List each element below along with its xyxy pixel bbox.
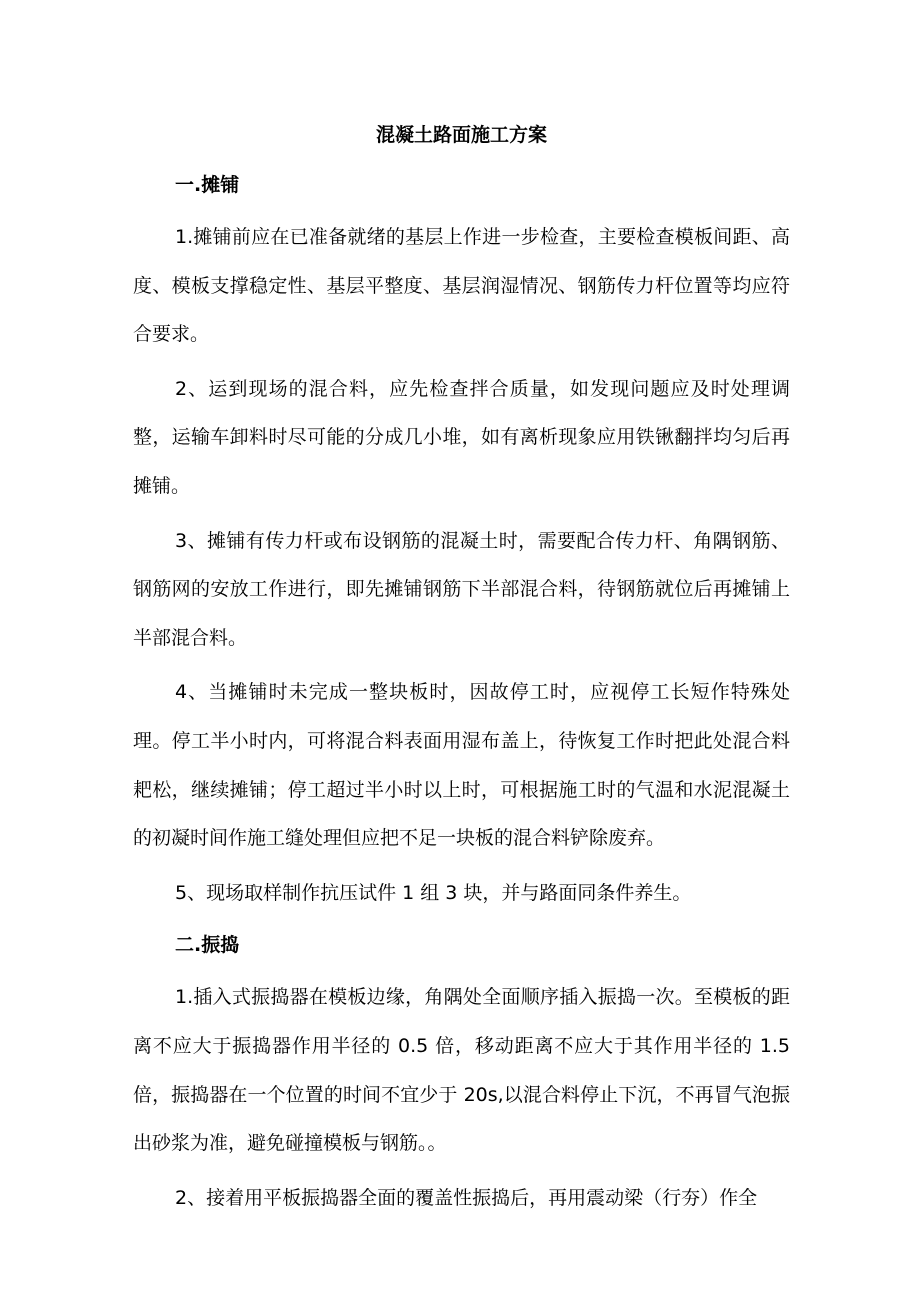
paragraph-vibration-1: 1.插入式振捣器在模板边缘，角隅处全面顺序插入振捣一次。至模板的距离不应大于振捣器作用半径的 0.5 倍，移动距离不应大于其作用半径的 1.5 倍，振捣器在一个位置的时间不宜少于 20s,以混合料停止下沉，不再冒气泡振出砂浆为准，避免碰撞模板与钢筋。。	[133, 986, 790, 1155]
section-heading-paving: 一.摊铺	[175, 174, 240, 196]
document-content	[133, 113, 790, 1222]
document-title: 混凝土路面施工方案	[375, 124, 547, 146]
paragraph-paving-2: 2、运到现场的混合料，应先检查拌合质量，如发现问题应及时处理调整，运输车卸料时尽可能的分成几小堆，如有离析现象应用铁锹翻拌均匀后再摊铺。	[133, 377, 790, 497]
section-heading-vibration: 二.振捣	[175, 934, 240, 957]
paragraph-paving-4: 4、当摊铺时未完成一整块板时，因故停工时，应视停工长短作特殊处理。停工半小时内，可将混合料表面用湿布盖上，待恢复工作时把此处混合料耙松，继续摊铺；停工超过半小时以上时，可根据施工时的气温和水泥混凝土的初凝时间作施工缝处理但应把不足一块板的混合料铲除废弃。	[133, 681, 790, 850]
paragraph-paving-5: 5、现场取样制作抗压试件 1 组 3 块，并与路面同条件养生。	[175, 881, 692, 904]
paragraph-paving-3: 3、摊铺有传力杆或布设钢筋的混凝土时，需要配合传力杆、角隅钢筋、钢筋网的安放工作进行，即先摊铺钢筋下半部混合料，待钢筋就位后再摊铺上半部混合料。	[133, 529, 790, 649]
paragraph-vibration-2: 2、接着用平板振捣器全面的覆盖性振捣后，再用震动梁（行夯）作全	[175, 1186, 758, 1209]
paragraph-paving-1: 1.摊铺前应在已准备就绪的基层上作进一步检查，主要检查模板间距、高度、模板支撑稳定性、基层平整度、基层润湿情况、钢筋传力杆位置等均应符合要求。	[133, 226, 790, 346]
